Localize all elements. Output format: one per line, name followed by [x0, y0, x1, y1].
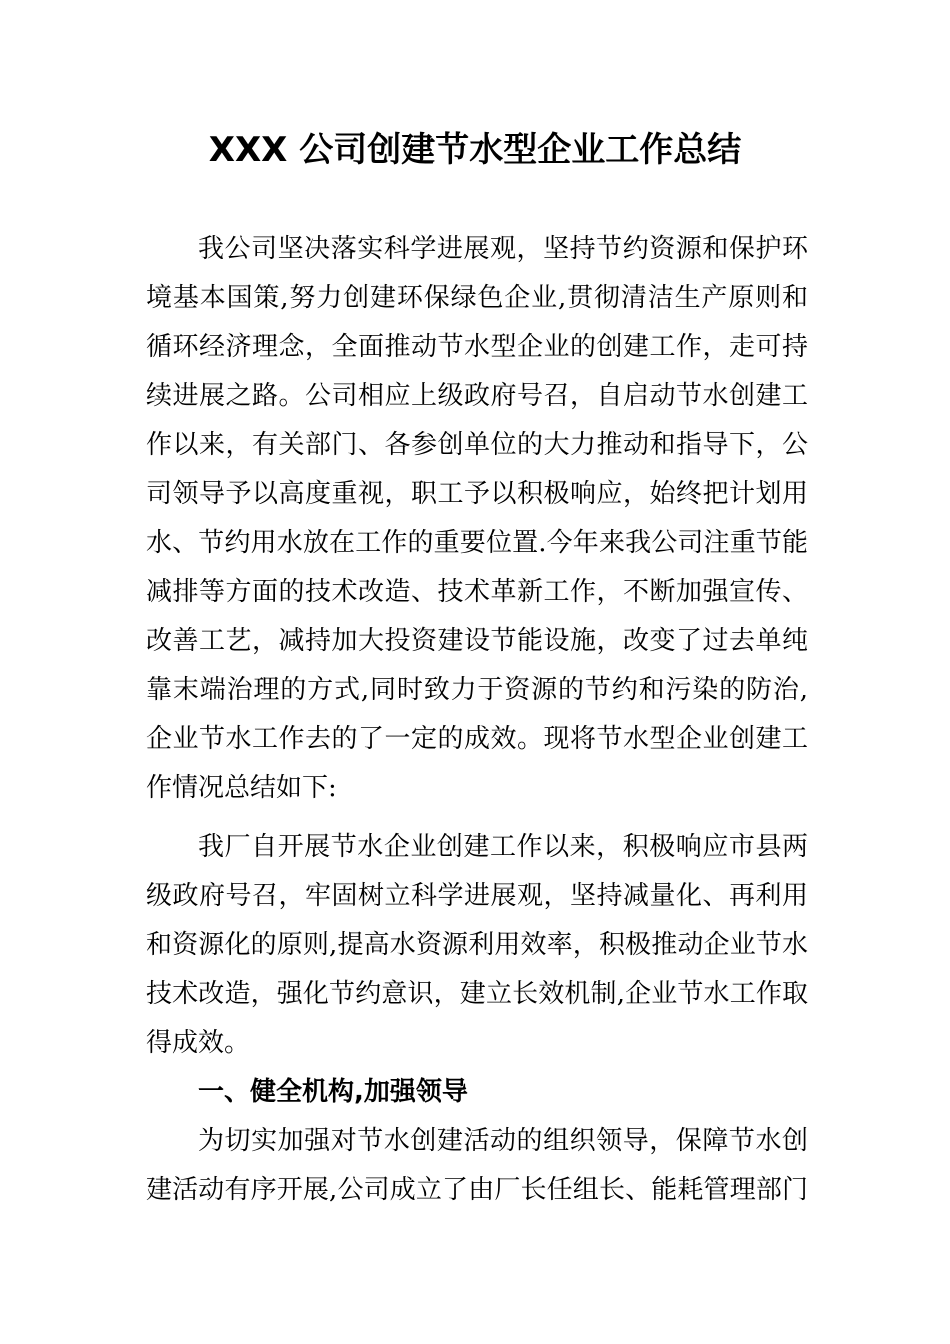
paragraph-line: 得成效。	[146, 1028, 251, 1058]
paragraph-line: 司领导予以高度重视，职工予以积极响应，始终把计划用	[146, 479, 808, 509]
paragraph-line: 技术改造，强化节约意识，建立长效机制,企业节水工作取	[146, 979, 808, 1009]
paragraph-line: 改善工艺，减持加大投资建设节能设施，改变了过去单纯	[146, 626, 808, 656]
paragraph-line: 为切实加强对节水创建活动的组织领导，保障节水创	[198, 1126, 808, 1156]
paragraph-line: 和资源化的原则,提高水资源利用效率，积极推动企业节水	[146, 930, 808, 960]
paragraph-section-one	[146, 1117, 808, 1215]
paragraph-intro	[146, 225, 808, 813]
section-heading: 一、健全机构,加强领导	[198, 1077, 468, 1107]
paragraph-line: 减排等方面的技术改造、技术革新工作，不断加强宣传、	[146, 577, 808, 607]
paragraph-line: 我公司坚决落实科学进展观，坚持节约资源和保护环	[198, 234, 808, 264]
paragraph-line: 靠末端治理的方式,同时致力于资源的节约和污染的防治,	[146, 675, 808, 705]
paragraph-line: 我厂自开展节水企业创建工作以来，积极响应市县两	[198, 832, 808, 862]
paragraph-line: 作以来，有关部门、各参创单位的大力推动和指导下，公	[146, 430, 808, 460]
paragraph-summary	[146, 823, 808, 1068]
paragraph-line: 循环经济理念，全面推动节水型企业的创建工作，走可持	[146, 332, 808, 362]
paragraph-line: 水、节约用水放在工作的重要位置.今年来我公司注重节能	[146, 528, 808, 558]
paragraph-line: 建活动有序开展,公司成立了由厂长任组长、能耗管理部门	[146, 1175, 808, 1205]
paragraph-line: 境基本国策,努力创建环保绿色企业,贯彻清洁生产原则和	[146, 283, 808, 313]
document-title: XXX 公司创建节水型企业工作总结	[208, 130, 742, 170]
paragraph-line: 作情况总结如下:	[146, 773, 337, 803]
paragraph-line: 企业节水工作去的了一定的成效。现将节水型企业创建工	[146, 724, 808, 754]
paragraph-line: 级政府号召，牢固树立科学进展观，坚持减量化、再利用	[146, 881, 808, 911]
paragraph-line: 续进展之路。公司相应上级政府号召，自启动节水创建工	[146, 381, 808, 411]
